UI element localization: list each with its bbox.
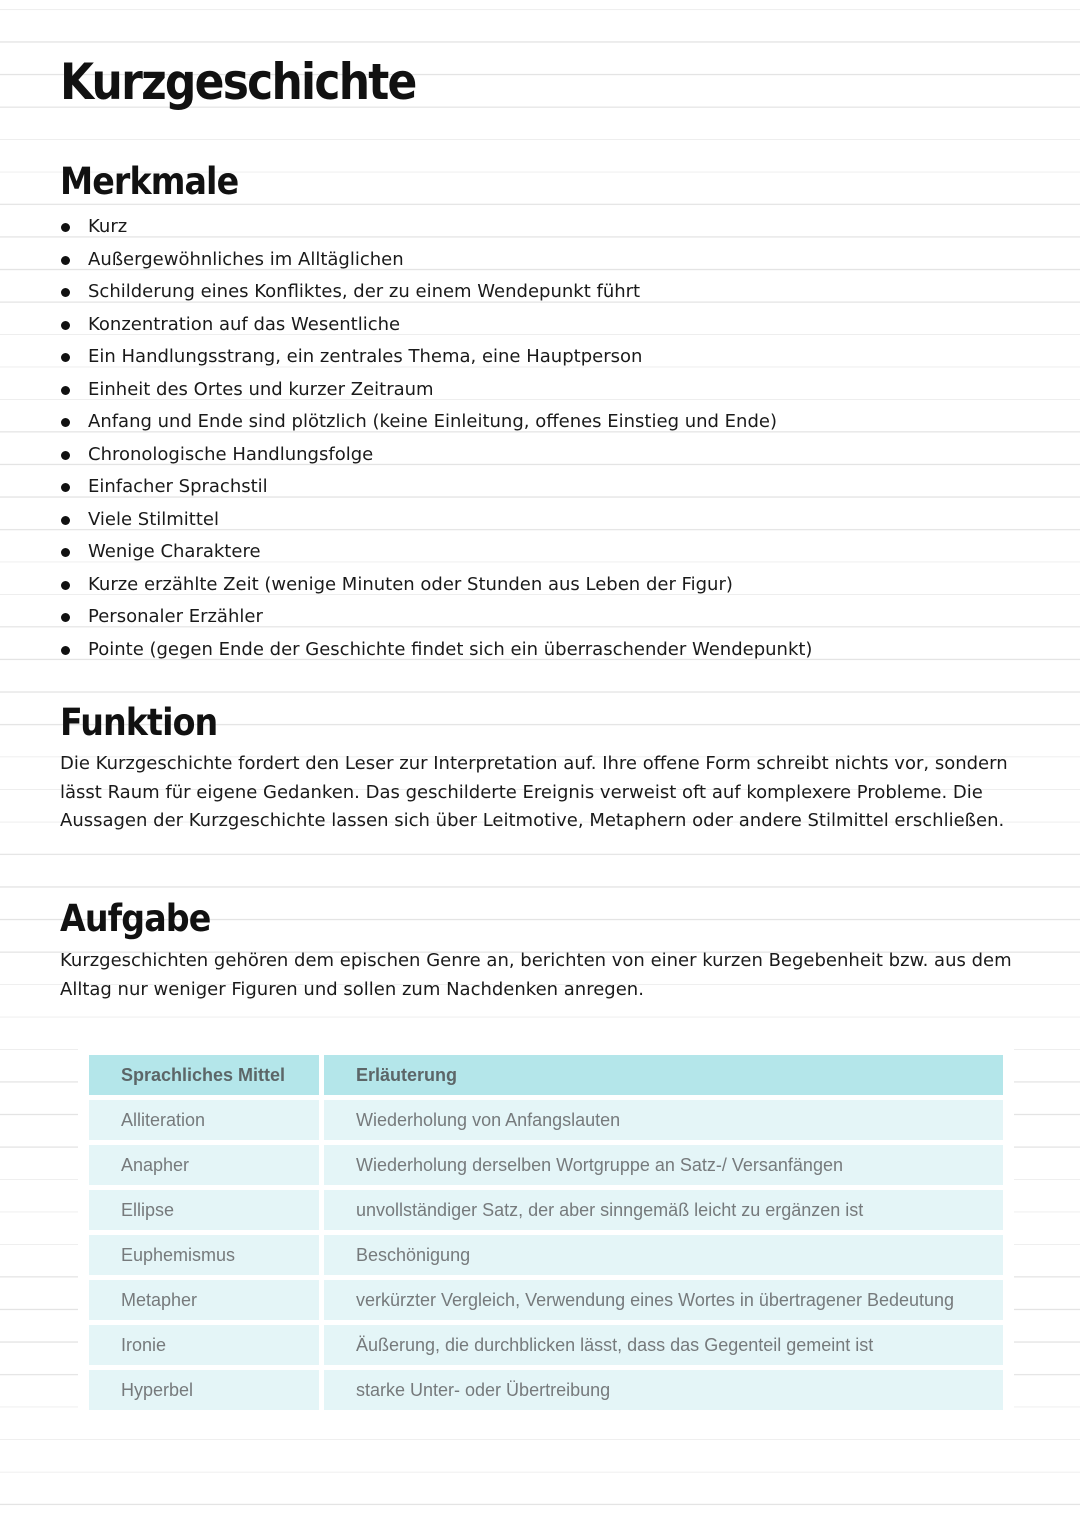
merkmale-heading: Merkmale [60, 160, 239, 203]
funktion-text: Die Kurzgeschichte fordert den Leser zur Interpretation auf. Ihre offene Form schreibt nichts vor, sondern lässt Raum für eigene Gedanken. Das geschilderte Ereignis verweist oft auf komplexere Probleme. Die Aussagen der Kurzgeschichte lassen sich über Leitmotive, Metaphern oder andere Stilmittel erschließen. [60, 753, 1008, 831]
bullet-icon [61, 516, 70, 525]
stilmittel-table [84, 1050, 1008, 1415]
list-item: Einheit des Ortes und kurzer Zeitraum [60, 374, 812, 407]
bullet-icon [61, 321, 70, 330]
table-cell: Äußerung, die durchblicken lässt, dass das Gegenteil gemeint ist [324, 1325, 1003, 1365]
table-row [89, 1190, 1003, 1230]
list-item: Ein Handlungsstrang, ein zentrales Thema, eine Hauptperson [60, 341, 812, 374]
bullet-icon [61, 483, 70, 492]
list-item: Wenige Charaktere [60, 536, 812, 569]
list-item: Schilderung eines Konfliktes, der zu einem Wendepunkt führt [60, 276, 812, 309]
table-cell: unvollständiger Satz, der aber sinngemäß leicht zu ergänzen ist [324, 1190, 1003, 1230]
funktion-heading: Funktion [60, 701, 218, 744]
table-cell: Ironie [89, 1325, 319, 1365]
bullet-icon [61, 223, 70, 232]
table-cell: Metapher [89, 1280, 319, 1320]
table-row [89, 1235, 1003, 1275]
bullet-icon [61, 386, 70, 395]
list-item: Kurze erzählte Zeit (wenige Minuten oder Stunden aus Leben der Figur) [60, 569, 812, 602]
table-header-row [89, 1055, 1003, 1095]
list-item: Außergewöhnliches im Alltäglichen [60, 244, 812, 277]
list-item: Anfang und Ende sind plötzlich (keine Einleitung, offenes Einstieg und Ende) [60, 406, 812, 439]
table-cell: Ellipse [89, 1190, 319, 1230]
bullet-icon [61, 646, 70, 655]
bullet-icon [61, 548, 70, 557]
table-row [89, 1100, 1003, 1140]
bullet-icon [61, 451, 70, 460]
list-item: Kurz [60, 211, 812, 244]
table-cell: verkürzter Vergleich, Verwendung eines Wortes in übertragener Bedeutung [324, 1280, 1003, 1320]
table-cell: Anapher [89, 1145, 319, 1185]
table-row [89, 1280, 1003, 1320]
list-item: Chronologische Handlungsfolge [60, 439, 812, 472]
bullet-icon [61, 288, 70, 297]
list-item: Konzentration auf das Wesentliche [60, 309, 812, 342]
table-cell: Hyperbel [89, 1370, 319, 1410]
aufgabe-heading: Aufgabe [60, 897, 211, 940]
table-row [89, 1370, 1003, 1410]
column-header: Sprachliches Mittel [89, 1055, 319, 1095]
column-header: Erläuterung [324, 1055, 1003, 1095]
stilmittel-table-container [78, 1046, 1014, 1419]
table-cell: starke Unter- oder Übertreibung [324, 1370, 1003, 1410]
table-row [89, 1325, 1003, 1365]
list-item: Viele Stilmittel [60, 504, 812, 537]
table-cell: Beschönigung [324, 1235, 1003, 1275]
table-cell: Wiederholung von Anfangslauten [324, 1100, 1003, 1140]
list-item: Pointe (gegen Ende der Geschichte findet sich ein überraschender Wendepunkt) [60, 634, 812, 667]
table-row [89, 1145, 1003, 1185]
table-cell: Alliteration [89, 1100, 319, 1140]
bullet-icon [61, 613, 70, 622]
table-cell: Wiederholung derselben Wortgruppe an Satz-/ Versanfängen [324, 1145, 1003, 1185]
list-item: Personaler Erzähler [60, 601, 812, 634]
bullet-icon [61, 581, 70, 590]
bullet-icon [61, 353, 70, 362]
list-item: Einfacher Sprachstil [60, 471, 812, 504]
table-cell: Euphemismus [89, 1235, 319, 1275]
bullet-icon [61, 418, 70, 427]
bullet-icon [61, 256, 70, 265]
page-title: Kurzgeschichte [60, 53, 416, 111]
merkmale-list [60, 211, 812, 666]
aufgabe-text: Kurzgeschichten gehören dem epischen Genre an, berichten von einer kurzen Begebenheit bzw. aus dem Alltag nur weniger Figuren und sollen zum Nachdenken anregen. [60, 950, 1012, 1000]
